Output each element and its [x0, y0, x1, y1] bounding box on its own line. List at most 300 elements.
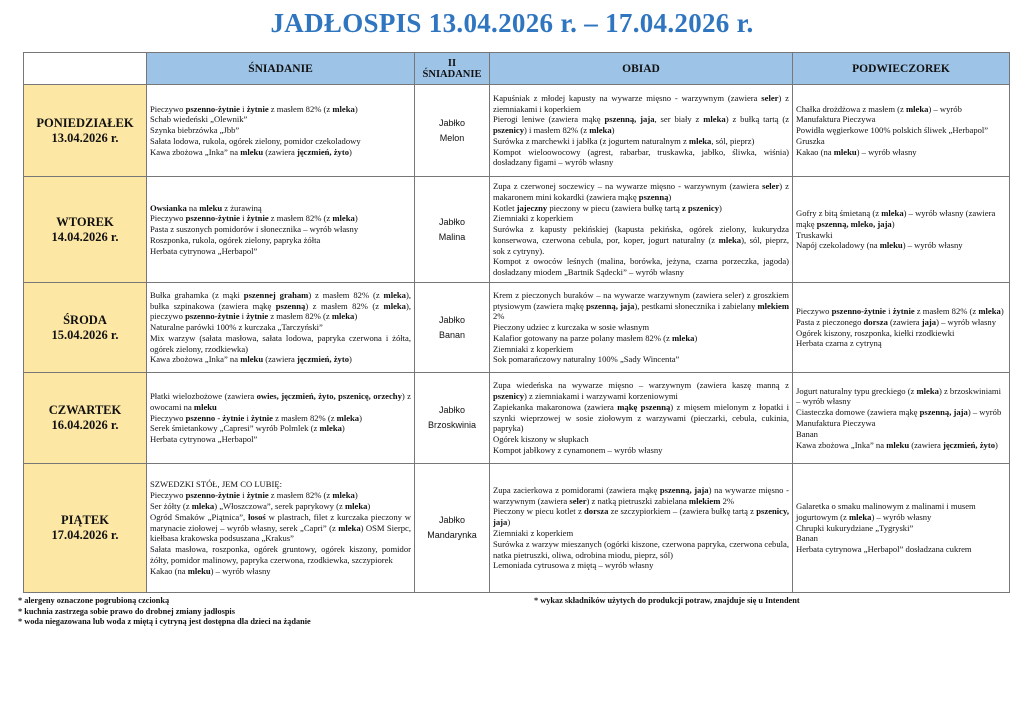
menu-text: Pasta z suszonych pomidorów i słonecznika – wyrób własny [150, 224, 359, 235]
fruit-item: Jabłko [438, 515, 465, 525]
fruit-item: Jabłko [438, 314, 465, 325]
menu-text: Ciasteczka domowe (zawiera mąkę [796, 407, 920, 418]
page-title: JADŁOSPIS 13.04.2026 r. – 17.04.2026 r. [270, 8, 754, 38]
menu-text: ) [359, 412, 362, 423]
menu-line [796, 125, 1006, 136]
menu-text: ) z brzoskwiniami – wyrób własny [796, 385, 1002, 407]
menu-text: z masłem 82% (z [268, 490, 333, 501]
fruit-item: Jabłko [438, 405, 465, 415]
menu-text: Chrupki kukurydziane „Tygryski” [796, 522, 914, 533]
allergen-text: żytnie [892, 305, 915, 316]
menu-text: Kompot wieloowocowy (agrest, rabarbar, truskawka, jabłko, śliwka, wiśnia) dosładzany figami – wyrób własny [493, 146, 789, 168]
allergen-text: mleka [703, 114, 726, 125]
allergen-text: mleka [978, 305, 1001, 316]
allergen-text: jaja [921, 316, 937, 327]
fruit-item: Jabłko [438, 117, 465, 128]
menu-text: ) i masłem 82% (z [524, 125, 590, 136]
allergen-text: mleka [332, 490, 355, 501]
allergen-text: pszenicy [493, 391, 525, 401]
menu-text: ) [349, 354, 352, 365]
allergen-text: Owsianka [150, 202, 187, 213]
menu-text: ) z ziemniakami i warzywami korzeniowymi [524, 391, 678, 401]
menu-line [150, 354, 411, 365]
menu-line [493, 445, 789, 456]
menu-line [493, 322, 789, 333]
menu-text: Ogórek kiszony w słupkach [493, 434, 589, 445]
menu-line [150, 136, 411, 147]
afternoon-snack-cell [793, 177, 1010, 283]
menu-line [150, 235, 411, 246]
day-cell [24, 177, 147, 283]
menu-text: ) na wywarze mięsno - warzywnym (zawiera [493, 484, 789, 506]
menu-text: ) [349, 146, 352, 157]
menu-text: ) [354, 490, 358, 501]
allergen-text: pszenną, mleko, jaja [816, 218, 892, 229]
allergen-text: mleku [240, 146, 264, 157]
menu-text: Naturalne parówki 100% z kurczaka „Tarczyński” [150, 322, 323, 333]
day-cell [24, 283, 147, 373]
menu-text: Kakao (na [150, 565, 188, 576]
fruit-item: Jabłko [438, 216, 465, 227]
menu-line [150, 490, 411, 501]
header-second-line-1: II [447, 57, 457, 69]
menu-line [796, 147, 1006, 158]
menu-line [493, 354, 789, 365]
menu-line [150, 544, 411, 566]
menu-line [150, 203, 411, 214]
menu-text: Herbata cytrynowa „Herbapol” [150, 245, 258, 256]
fruit-item: Brzoskwinia [427, 420, 476, 430]
menu-line [796, 338, 1006, 349]
menu-line [796, 317, 1006, 328]
menu-text: Zupa z czerwonej soczewicy – na wywarze mięsno - warzywnym (zawiera [493, 180, 763, 191]
menu-line [493, 333, 789, 344]
menu-text: Kawa zbożowa „Inka” na [796, 439, 887, 450]
allergen-text: pszenicy, jaja [493, 506, 789, 528]
day-row [24, 177, 1010, 283]
menu-text: , ser biały z [654, 114, 704, 125]
allergen-text: mleka [332, 103, 355, 114]
menu-text: Gruszka [796, 135, 825, 146]
menu-table [23, 52, 1010, 593]
menu-text: ) – wyrób własny [902, 240, 963, 251]
menu-text: ) [995, 439, 998, 450]
menu-line [796, 523, 1006, 534]
menu-line [796, 136, 1006, 147]
menu-text: ) [341, 423, 345, 434]
menu-text: z masłem 82% (z [268, 103, 333, 114]
menu-text: Kapuśniak z młodej kapusty na wywarze mięsno - warzywnym (zawiera [493, 92, 762, 103]
menu-text: (zawiera [909, 439, 943, 450]
menu-line [150, 224, 411, 235]
menu-text: ) z masłem 82% (z [305, 300, 384, 311]
footnote-allergens: * alergeny oznaczone pogrubioną czcionką [18, 596, 170, 605]
header-second-line-2: ŚNIADANIE [422, 68, 482, 80]
day-date: 13.04.2026 r. [51, 130, 119, 145]
menu-text: Lemoniada cytrusowa z miętą – wyrób własny [493, 560, 654, 571]
menu-text: z masłem 82% (z [914, 305, 979, 316]
day-row [24, 373, 1010, 464]
day-name: PIĄTEK [61, 513, 109, 527]
menu-text: Ser żółty (z [150, 501, 192, 511]
menu-text: ) [1000, 305, 1004, 316]
menu-line [150, 104, 411, 115]
menu-text: ) – wyrób własny [210, 565, 271, 576]
menu-text: Pieczony udziec z kurczaka w sosie własnym [493, 322, 650, 333]
menu-text: Napój czekoladowy (na [796, 240, 880, 251]
day-name: ŚRODA [63, 312, 107, 327]
menu-text: SZWEDZKI STÓŁ, JEM CO LUBIĘ: [150, 479, 282, 490]
allergen-text: mlekiem [688, 495, 721, 506]
allergen-text: żytnie [246, 490, 269, 501]
header-second-breakfast [415, 53, 490, 85]
menu-text: Ziemniaki z koperkiem [493, 528, 574, 538]
menu-line [796, 440, 1006, 451]
menu-text: na [186, 202, 200, 213]
afternoon-snack-cell [793, 464, 1010, 593]
menu-text: ) „Włoszczowa”, serek paprykowy (z [214, 501, 345, 511]
allergen-text: seler [761, 92, 779, 103]
allergen-text: seler [762, 180, 780, 191]
allergen-text: pszenno-żytnie [185, 490, 240, 501]
menu-line [150, 479, 411, 490]
header-lunch: OBIAD [490, 53, 793, 85]
allergen-text: owies, jęczmień, żyto, pszenicę, orzechy [256, 391, 402, 401]
footnote-water: * woda niegazowana lub woda z miętą i cytryną jest dostępna dla dzieci na żądanie [18, 617, 311, 626]
allergen-text: mleka [718, 234, 742, 245]
allergen-text: jęczmień, żyto [942, 439, 995, 450]
menu-text: Zupa wiedeńska na wywarze mięsno – warzywnym (zawiera kaszę manną z [493, 380, 789, 391]
menu-text: ) – wyrób Manufaktura Pieczywa [796, 103, 962, 125]
menu-line [493, 213, 789, 224]
menu-text: (zawiera [263, 354, 297, 365]
menu-text: ) z natką pietruszki zabielana [586, 495, 689, 506]
menu-line [150, 391, 411, 413]
menu-text: ) [891, 218, 895, 229]
menu-text: 2% [493, 311, 505, 322]
menu-line [493, 485, 789, 507]
menu-text: Jogurt naturalny typu greckiego (z [796, 385, 917, 396]
allergen-text: dorsza [863, 316, 888, 327]
allergen-text: żytnie [246, 213, 269, 224]
menu-text: Ziemniaki z koperkiem [493, 213, 574, 224]
menu-text: ) z bułką tartą (z [725, 114, 790, 125]
menu-text: i [239, 311, 247, 322]
menu-line [493, 402, 789, 434]
menu-line [493, 93, 789, 115]
menu-text: i [886, 305, 893, 316]
menu-text: Herbata czarna z cytryną [796, 338, 882, 349]
allergen-text: mleka [331, 311, 355, 322]
afternoon-snack-cell [793, 283, 1010, 373]
footnotes-left [18, 596, 311, 628]
menu-text: z masłem 82% (z [268, 213, 333, 224]
lunch-cell [490, 373, 793, 464]
menu-text: Banan [796, 533, 818, 544]
menu-text: ) OSM Sierpc, kiełbasa krakowska podsuszana „Krakus” [150, 522, 411, 544]
allergen-text: pszenno-żytnie [185, 213, 240, 224]
menu-text: Surówka z warzyw mieszanych (ogórki kiszone, czerwona papryka, czerwona cebula, natka pietruszki, oliwa, odrobina miodu, pieprz, sól) [493, 538, 789, 560]
menu-line [493, 434, 789, 445]
menu-text: ) [611, 125, 615, 136]
menu-line [150, 125, 411, 136]
allergen-text: mleka [319, 423, 342, 434]
menu-line [796, 306, 1006, 317]
allergen-text: pszenną, jaja [604, 114, 655, 125]
allergen-text: żytnie [250, 412, 273, 423]
lunch-cell [490, 85, 793, 177]
menu-line [493, 256, 789, 278]
menu-line [150, 501, 411, 512]
allergen-text: jęczmień, żyto [296, 354, 349, 365]
lunch-cell [490, 283, 793, 373]
menu-text: Ogród Smaków „Piątnica”, [150, 511, 249, 522]
second-breakfast-cell [415, 283, 490, 373]
menu-text: pieczony w piecu (zawiera bułkę tartą [547, 202, 682, 213]
menu-text: Kompot jabłkowy z cynamonem – wyrób własny [493, 444, 663, 455]
allergen-text: jęczmień, żyto [296, 146, 349, 157]
fruit-item: Melon [439, 132, 465, 143]
allergen-text: seler [569, 495, 587, 506]
menu-text: ) – wyrób własny (zawiera mąkę [796, 207, 996, 229]
menu-line [150, 512, 411, 544]
day-name: PONIEDZIAŁEK [36, 115, 134, 130]
menu-line [796, 328, 1006, 339]
menu-text: Mix warzyw (sałata masłowa, sałata lodowa, papryka czerwona i żółta, ogórek zielony, rzodkiewka) [150, 332, 411, 354]
allergen-text: mleku [879, 240, 903, 251]
menu-line [150, 566, 411, 577]
breakfast-cell [147, 464, 415, 593]
menu-text: ) z ziemniakami i koperkiem [493, 92, 789, 114]
header-snack: PODWIECZOREK [793, 53, 1010, 85]
footnote-kitchen: * kuchnia zastrzega sobie prawo do drobnej zmiany jadłospis [18, 606, 235, 616]
menu-text: ), sól, pieprz, sok z cytryny). [493, 234, 789, 256]
menu-text: Płatki wielozbożowe (zawiera [150, 391, 257, 401]
lunch-cell [490, 464, 793, 593]
menu-line [796, 429, 1006, 440]
day-row [24, 464, 1010, 593]
menu-text: Pieczywo [150, 490, 186, 501]
allergen-text: mlekiem [757, 300, 790, 311]
fruit-item: Mandarynka [427, 530, 477, 540]
menu-line [493, 344, 789, 355]
menu-text: Sok pomarańczowy naturalny 100% „Sady Wincenta” [493, 354, 680, 365]
allergen-text: mleka [336, 412, 360, 423]
menu-text: ) z masłem 82% (z [308, 289, 384, 300]
menu-line [796, 208, 1006, 230]
allergen-text: z pszenicy [682, 202, 719, 213]
menu-text: Bułka grahamka (z mąki [150, 289, 244, 300]
allergen-text: pszenną [638, 191, 669, 202]
menu-text: ) [507, 517, 511, 528]
allergen-text: mleka [332, 213, 355, 224]
allergen-text: mleku [886, 439, 910, 450]
allergen-text: pszenicy [493, 125, 525, 136]
allergen-text: mleku [240, 354, 264, 365]
menu-text: Zapiekanka makaronowa (zawiera [493, 401, 618, 412]
menu-text: Zupa zacierkowa z pomidorami (zawiera mąkę [493, 484, 660, 495]
menu-line [796, 407, 1006, 429]
menu-text: i [244, 412, 251, 423]
menu-line [150, 333, 411, 355]
menu-text: (zawiera [263, 146, 297, 157]
breakfast-cell [147, 283, 415, 373]
menu-line [493, 560, 789, 571]
menu-text: w plastrach, filet z kurczaka pieczony w marynacie ziołowej – wyrób własny, serek „Capri” (z [150, 511, 411, 533]
menu-text: ) [694, 332, 698, 343]
menu-text: ), pestkami słonecznika i zabielany [634, 300, 758, 311]
menu-text: Powidła węgierkowe 100% polskich śliwek „Herbapol” [796, 125, 989, 136]
allergen-text: mąkę pszenną [617, 401, 671, 412]
menu-text: z masłem 82% (z [268, 311, 332, 322]
day-cell [24, 464, 147, 593]
menu-text: Truskawki [796, 229, 833, 240]
menu-text: ) [354, 103, 358, 114]
menu-text: Sałata masłowa, roszponka, ogórek gruntowy, ogórek kiszony, pomidor żółty, pomidor malinowy, papryka czerwona, rzodkiewka, szczypiorek [150, 544, 411, 565]
menu-text: Pieczywo [150, 213, 186, 224]
menu-text: Roszponka, rukola, ogórek zielony, papryka żółta [150, 234, 321, 245]
menu-text: Serek śmietankowy „Capresi” wyrób Polmlek (z [150, 423, 320, 434]
menu-line [493, 114, 789, 136]
menu-text: Kompot z owoców leśnych (malina, borówka, jeżyna, czarna porzeczka, jagoda) dosładzany miodem „Bartnik Sądecki” – wyrób własny [493, 256, 789, 278]
menu-text: ) z mięsem mielonym z łopatki i szynki wieprzowej w sosie ziołowym z warzywami (pieczarki, cebula, cukinia, papryka) [493, 401, 789, 434]
allergen-text: pszenną [275, 300, 306, 311]
menu-text: Kawa zbożowa „Inka” na [150, 354, 241, 365]
menu-text: Gofry z bitą śmietaną (z [796, 207, 882, 218]
day-date: 16.04.2026 r. [51, 418, 119, 432]
menu-line [150, 114, 411, 125]
menu-line [150, 290, 411, 322]
day-cell [24, 373, 147, 464]
day-row [24, 85, 1010, 177]
menu-text: Chałka drożdżowa z masłem (z [796, 103, 907, 114]
allergen-text: mleku [193, 401, 217, 412]
menu-text: ) – wyrób Manufaktura Pieczywa [796, 407, 1002, 428]
allergen-text: mleka [688, 135, 712, 146]
fruit-item: Banan [438, 329, 466, 340]
menu-line [493, 528, 789, 539]
menu-line [796, 240, 1006, 251]
allergen-text: żytnie [246, 311, 269, 322]
allergen-text: jajeczny [516, 202, 548, 213]
allergen-text: mleka [881, 207, 904, 218]
menu-line [796, 104, 1006, 126]
menu-text: ) z owocami na [150, 391, 411, 412]
menu-line [493, 506, 789, 528]
day-date: 17.04.2026 r. [51, 528, 119, 542]
day-date: 15.04.2026 r. [51, 327, 119, 342]
allergen-text: mleka [338, 522, 361, 533]
menu-text: Ziemniaki z koperkiem [493, 343, 574, 354]
menu-text: Ogórek kiszony, roszponka, kiełki rzodkiewki [796, 327, 955, 338]
allergen-text: żytnie [246, 103, 269, 114]
menu-line [493, 136, 789, 147]
allergen-text: mleku [833, 146, 857, 157]
menu-line [493, 290, 789, 322]
menu-text: Surówka z kapusty pekińskiej (kapusta pekińska, ogórek zielony, kukurydza konserwowa, czerwona cebula, por, koper, jogurt naturalny (z [493, 224, 789, 245]
menu-text: ), bułka szpinakowa (zawiera mąkę [150, 289, 411, 311]
menu-line [493, 181, 789, 203]
menu-text: Kakao (na [796, 146, 834, 157]
allergen-text: pszenną, jaja [586, 300, 635, 311]
allergen-text: mleka [906, 103, 929, 114]
header-corner [24, 53, 147, 85]
menu-text: Schab wiedeński „Olewnik” [150, 114, 248, 125]
day-date: 14.04.2026 r. [51, 229, 119, 244]
menu-text: ) [719, 202, 722, 213]
header-breakfast: ŚNIADANIE [147, 53, 415, 85]
allergen-text: mleku [199, 202, 223, 213]
allergen-text: pszenną, jaja [919, 407, 968, 418]
allergen-text: mleka [916, 385, 939, 396]
menu-body [24, 85, 1010, 593]
menu-text: Galaretka o smaku malinowym z malinami i musem jogurtowym (z [796, 501, 976, 522]
menu-text: ) [354, 213, 358, 224]
menu-text: Krem z pieczonych buraków – na wywarze warzywnym (zawiera seler) z groszkiem ptysiowym (zawiera mąkę [493, 289, 789, 311]
menu-line [493, 380, 789, 402]
second-breakfast-cell [415, 373, 490, 464]
menu-line [150, 434, 411, 445]
second-breakfast-cell [415, 464, 490, 593]
menu-line [796, 533, 1006, 544]
afternoon-snack-cell [793, 373, 1010, 464]
menu-line [493, 203, 789, 214]
lunch-cell [490, 177, 793, 283]
allergen-text: mleka [671, 332, 695, 343]
menu-text: Sałata lodowa, rukola, ogórek zielony, pomidor czekoladowy [150, 135, 361, 146]
menu-text: Pieczywo [796, 305, 832, 316]
fruit-item: Malina [438, 231, 466, 242]
menu-text: ) [367, 501, 371, 511]
menu-text: Kalafior gotowany na parze polany masłem 82% (z [493, 332, 672, 343]
day-row [24, 283, 1010, 373]
menu-line [493, 147, 789, 169]
footnote-ingredients: * wykaz składników użytych do produkcji potraw, znajduje się u Intendent [534, 596, 800, 605]
allergen-text: mleka [383, 300, 406, 311]
allergen-text: mleka [344, 501, 368, 511]
menu-text: Pieczywo [150, 103, 186, 114]
breakfast-cell [147, 373, 415, 464]
menu-text: i [240, 213, 247, 224]
menu-line [150, 413, 411, 424]
allergen-text: pszenno-żytnie [185, 311, 240, 322]
menu-text: Kawa zbożowa „Inka” na [150, 146, 241, 157]
menu-line [493, 224, 789, 256]
allergen-text: pszenno-żytnie [185, 103, 240, 114]
allergen-text: mleka [383, 289, 406, 300]
menu-text: Kotlet [493, 202, 517, 213]
afternoon-snack-cell [793, 85, 1010, 177]
menu-line [796, 501, 1006, 523]
allergen-text: pszenno - żytnie [185, 412, 245, 423]
second-breakfast-cell [415, 177, 490, 283]
menu-line [150, 322, 411, 333]
menu-line [150, 213, 411, 224]
menu-text: Herbata cytrynowa „Herbapol” [150, 434, 258, 445]
allergen-text: mleku [187, 565, 211, 576]
day-name: CZWARTEK [48, 403, 122, 417]
menu-text: 2% [720, 495, 735, 506]
menu-text: ) – wyrób własny [936, 316, 997, 327]
menu-text: ), pieczywo [150, 300, 411, 322]
menu-text: ) – wyrób własny [871, 511, 932, 522]
menu-text: i [240, 103, 247, 114]
day-name: WTOREK [56, 214, 114, 229]
menu-text: ) [668, 191, 672, 202]
allergen-text: mleka [589, 125, 612, 136]
menu-text: Szynka biebrzówka „Jbb” [150, 125, 240, 136]
menu-text: ) z makaronem mini kokardki (zawiera mąkę [493, 180, 789, 202]
